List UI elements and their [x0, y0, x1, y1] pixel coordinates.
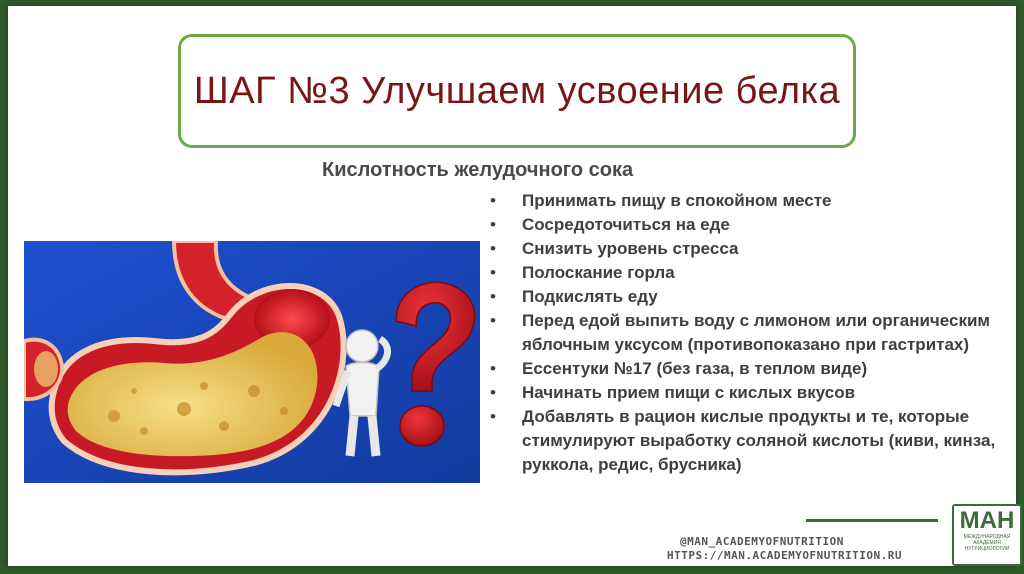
bullet-icon: • — [490, 215, 496, 234]
footer-divider — [806, 519, 938, 522]
list-item: • Принимать пищу в спокойном месте — [486, 189, 1006, 213]
bullet-icon: • — [490, 359, 496, 378]
logo-text: МАН — [959, 507, 1015, 534]
list-item: • Снизить уровень стресса — [486, 237, 1006, 261]
bullet-icon: • — [490, 239, 496, 258]
bullet-icon: • — [490, 383, 496, 402]
pylorus-shape — [34, 351, 58, 387]
list-item: • Ессентуки №17 (без газа, в теплом виде) — [486, 357, 1006, 381]
list-item: • Сосредоточиться на еде — [486, 213, 1006, 237]
list-item: • Начинать прием пищи с кислых вкусов — [486, 381, 1006, 405]
list-item: • Полоскание горла — [486, 261, 1006, 285]
bullet-icon: • — [490, 311, 496, 330]
title-frame — [178, 34, 856, 148]
bullet-icon: • — [490, 407, 496, 426]
slide — [8, 6, 1016, 566]
list-item: • Подкислять еду — [486, 285, 1006, 309]
logo-subtext: МЕЖДУНАРОДНАЯ АКАДЕМИЯ НУТРИЦИОЛОГИИ — [963, 534, 1011, 552]
website-url: HTTPS://MAN.ACADEMYOFNUTRITION.RU — [667, 549, 903, 562]
slide-title: ШАГ №3 Улучшаем усвоение белка — [193, 69, 841, 112]
bullet-icon: • — [490, 191, 496, 210]
slide-subtitle: Кислотность желудочного сока — [322, 159, 634, 181]
stomach-illustration — [24, 241, 480, 483]
list-item: • Добавлять в рацион кислые продукты и те, которые стимулируют выработку соляной кислоты (киви, кинза, руккола, редис, брусника) — [490, 407, 996, 474]
bullet-icon: • — [490, 263, 496, 282]
bullet-icon: • — [490, 287, 496, 306]
recommendation-list — [486, 189, 1006, 477]
list-item: • Перед едой выпить воду с лимоном или органическим яблочным уксусом (противопоказано при гастритах) — [490, 311, 991, 354]
social-handle: @MAN_ACADEMYOFNUTRITION — [680, 535, 844, 548]
academy-logo — [952, 504, 1022, 566]
